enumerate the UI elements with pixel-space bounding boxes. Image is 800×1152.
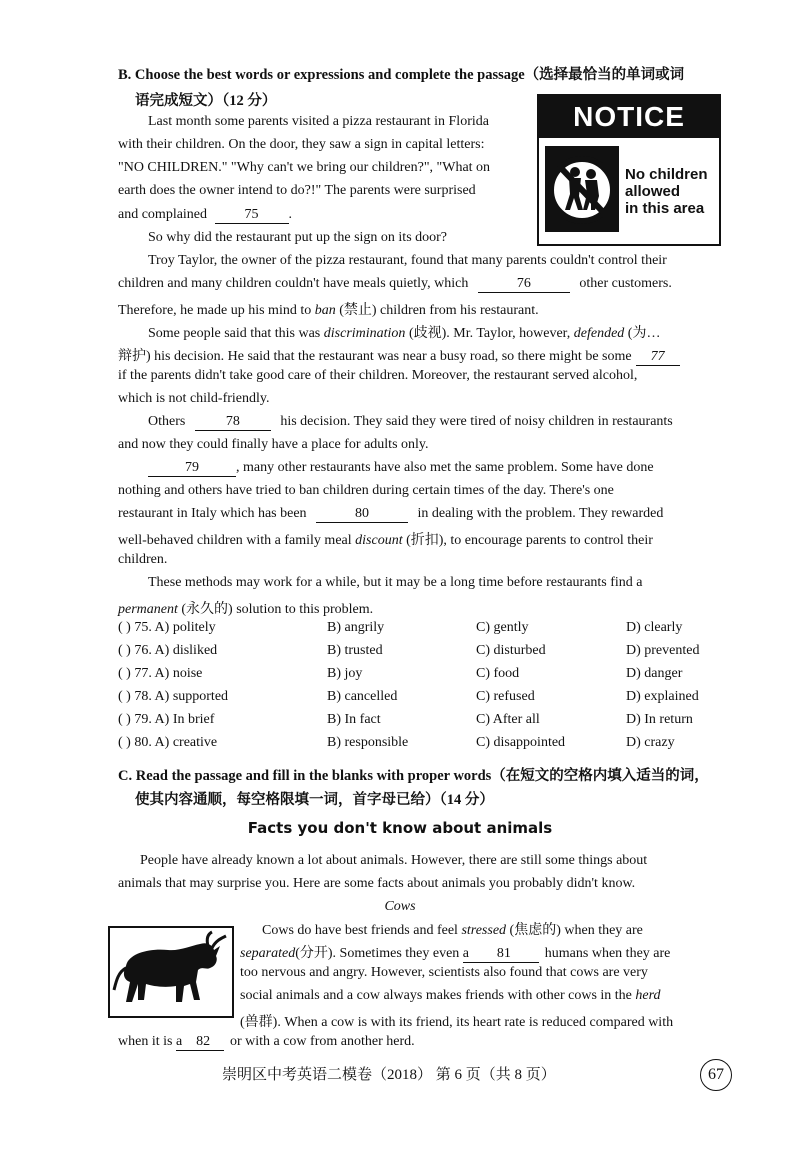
no-children-icon <box>545 146 619 232</box>
passage-b-line: nothing and others have tried to ban children during certain times of the day. There's one <box>118 483 614 498</box>
blank-81: a 81 <box>463 946 539 963</box>
option-c: C) food <box>476 666 520 681</box>
section-b-heading-line1: B. Choose the best words or expressions and complete the passage（选择最恰当的单词或词 <box>118 67 685 83</box>
option-c: C) refused <box>476 689 535 704</box>
passage-b-line: which is not child-friendly. <box>118 391 270 406</box>
blank-80: 80 <box>316 506 408 523</box>
option-num: ( ) 80. A) creative <box>118 735 218 750</box>
section-b-heading-line2: 语完成短文）（12 分） <box>135 93 277 109</box>
option-d: D) crazy <box>626 735 675 750</box>
passage-b-line: children and many children couldn't have meals quietly, which 76 other customers. <box>118 276 672 291</box>
section-c-heading-line2: 使其内容通顺，每空格限填一词，首字母已给）（14 分） <box>135 792 494 808</box>
option-num: ( ) 77. A) noise <box>118 666 203 681</box>
notice-line1: No children <box>625 166 708 183</box>
option-b: B) cancelled <box>327 689 398 704</box>
passage-c-line: People have already known a lot about animals. However, there are still some things about <box>140 853 648 868</box>
passage-c-line: animals that may surprise you. Here are some facts about animals you probably didn't know. <box>118 876 636 891</box>
notice-title: NOTICE <box>539 96 719 138</box>
blank-76: 76 <box>478 276 570 293</box>
passage-b-line: Therefore, he made up his mind to ban (禁止) children from his restaurant. <box>118 303 539 318</box>
option-d: D) prevented <box>626 643 700 658</box>
option-num: ( ) 76. A) disliked <box>118 643 218 658</box>
notice-line3: in this area <box>625 200 705 217</box>
passage-b-line: "NO CHILDREN." "Why can't we bring our children?", "What on <box>118 160 491 175</box>
option-b: B) angrily <box>327 620 385 635</box>
passage-b-line: permanent (永久的) solution to this problem. <box>118 602 374 617</box>
passage-c-line: too nervous and angry. However, scientists also found that cows are very <box>240 965 648 980</box>
notice-sign <box>537 94 721 246</box>
option-b: B) responsible <box>327 735 409 750</box>
option-b: B) In fact <box>327 712 381 727</box>
blank-79: 79 <box>148 460 236 477</box>
passage-c-line: social animals and a cow always makes friends with other cows in the herd <box>240 988 661 1003</box>
passage-b-line: with their children. On the door, they saw a sign in capital letters: <box>118 137 485 152</box>
option-num: ( ) 75. A) politely <box>118 620 216 635</box>
passage-b-line: So why did the restaurant put up the sign on its door? <box>148 230 448 245</box>
passage-b-line: Last month some parents visited a pizza restaurant in Florida <box>148 114 489 129</box>
blank-78: 78 <box>195 414 271 431</box>
option-d: D) clearly <box>626 620 683 635</box>
blank-82: a 82 <box>176 1034 224 1051</box>
passage-b-line: These methods may work for a while, but it may be a long time before restaurants find a <box>148 575 643 590</box>
notice-line2: allowed <box>625 183 681 200</box>
cows-subtitle: Cows <box>384 899 416 914</box>
page-number-badge: 67 <box>700 1059 732 1091</box>
option-c: C) After all <box>476 712 540 727</box>
passage-b-line: if the parents didn't take good care of their children. Moreover, the restaurant served alcohol, <box>118 368 638 383</box>
passage-b-line: and now they could finally have a place for adults only. <box>118 437 429 452</box>
option-c: C) disturbed <box>476 643 546 658</box>
passage-c-line: (兽群). When a cow is with its friend, its heart rate is reduced compared with <box>240 1015 674 1030</box>
section-c-heading-line1: C. Read the passage and fill in the blanks with proper words（在短文的空格内填入适当的词， <box>118 768 709 784</box>
option-b: B) trusted <box>327 643 383 658</box>
passage-b-line: Troy Taylor, the owner of the pizza restaurant, found that many parents couldn't control their <box>148 253 667 268</box>
passage-b-line: Others 78 his decision. They said they were tired of noisy children in restaurants <box>148 414 673 429</box>
passage-c-line: separated(分开). Sometimes they even a 81 humans when they are <box>240 946 671 961</box>
passage-b-line: and complained 75 . <box>118 207 293 222</box>
option-d: D) In return <box>626 712 693 727</box>
page-footer: 崇明区中考英语二模卷（2018） 第 6 页（共 8 页） <box>222 1067 556 1083</box>
option-c: C) gently <box>476 620 529 635</box>
passage-c-title: Facts you don't know about animals <box>247 819 553 837</box>
option-b: B) joy <box>327 666 363 681</box>
passage-b-line: children. <box>118 552 168 567</box>
blank-77: 77 <box>636 349 680 366</box>
option-num: ( ) 79. A) In brief <box>118 712 215 727</box>
option-d: D) explained <box>626 689 699 704</box>
option-num: ( ) 78. A) supported <box>118 689 229 704</box>
bull-image <box>108 926 234 1018</box>
passage-b-line: 辩护) his decision. He said that the restaurant was near a busy road, so there might be some 77 <box>118 345 680 366</box>
passage-b-line: 79 , many other restaurants have also met the same problem. Some have done <box>148 460 654 477</box>
passage-b-line: restaurant in Italy which has been 80 in dealing with the problem. They rewarded <box>118 506 664 521</box>
option-d: D) danger <box>626 666 683 681</box>
option-c: C) disappointed <box>476 735 566 750</box>
passage-b-line: Some people said that this was discrimination (歧视). Mr. Taylor, however, defended (为… <box>148 326 661 341</box>
passage-b-line: well-behaved children with a family meal discount (折扣), to encourage parents to control their <box>118 533 653 548</box>
passage-c-line: Cows do have best friends and feel stressed (焦虑的) when they are <box>262 923 643 938</box>
passage-b-line: earth does the owner intend to do?!" The parents were surprised <box>118 183 476 198</box>
passage-c-line: when it is a 82 or with a cow from another herd. <box>118 1034 415 1049</box>
blank-75: 75 <box>215 207 289 224</box>
